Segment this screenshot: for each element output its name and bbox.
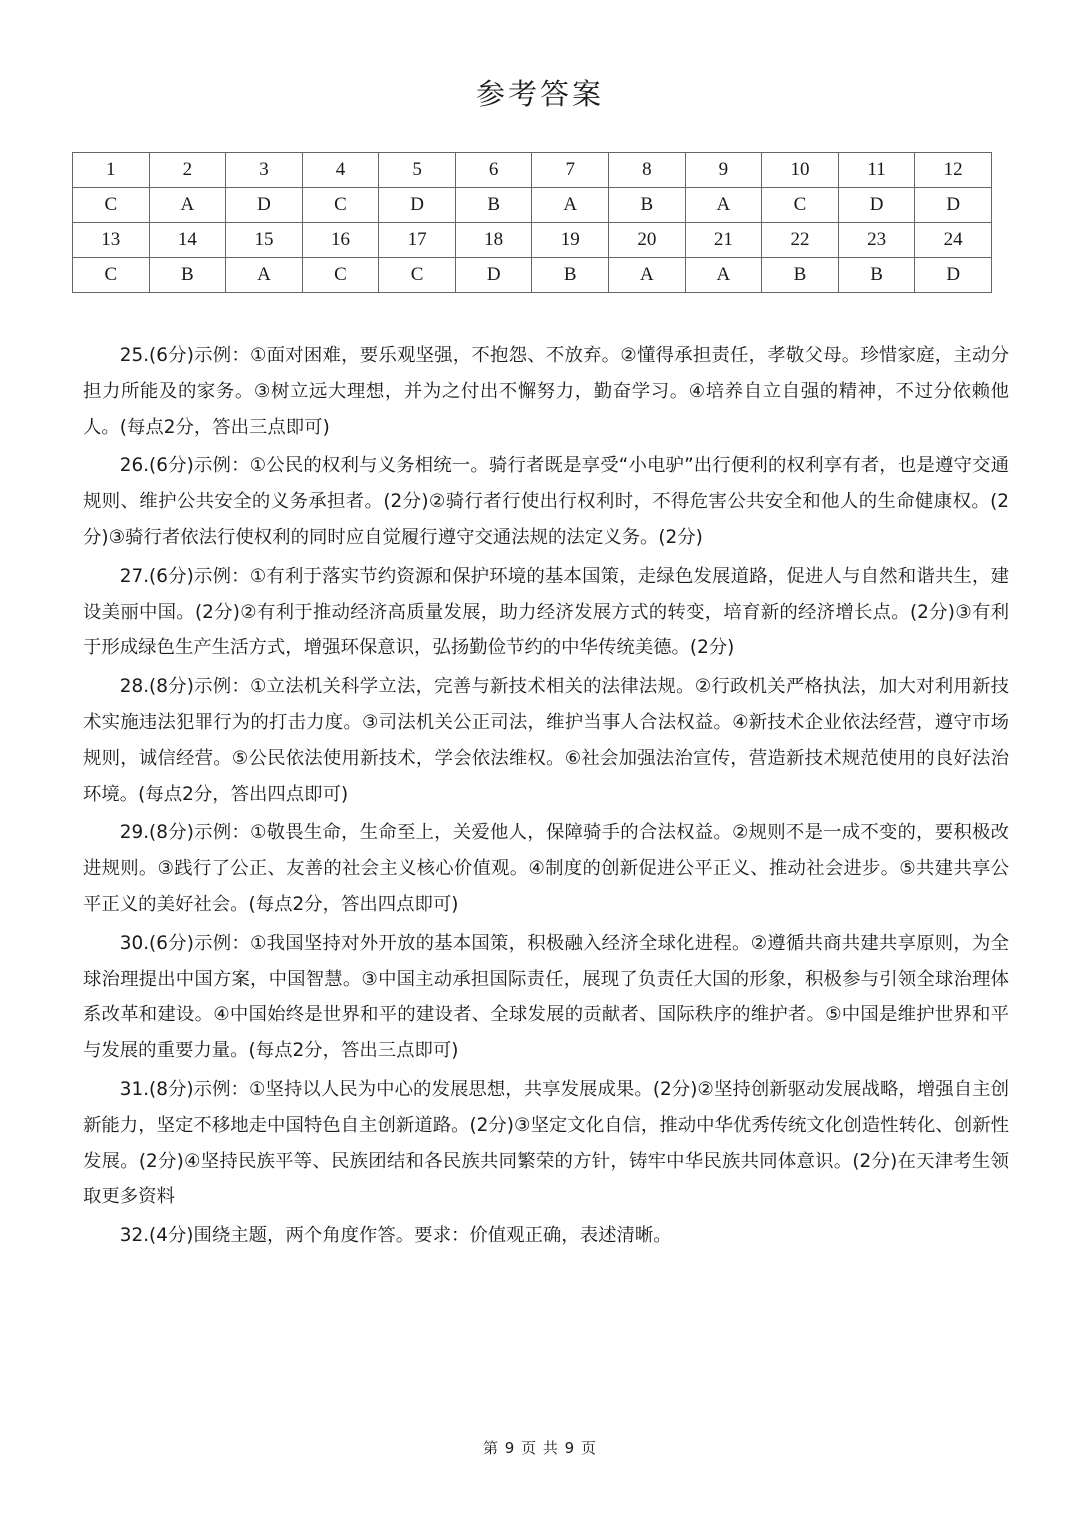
answer-item: 27.(6分)示例：①有利于落实节约资源和保护环境的基本国策，走绿色发展道路，促进人与自然和谐共生，建设美丽中国。(2分)②有利于推动经济高质量发展，助力经济发展方式的转变，培育新的经济增长点。(2分)③有利于形成绿色生产生活方式，增强环保意识，弘扬勤俭节约的中华传统美德。(2分) xyxy=(83,565,1009,659)
table-cell: C xyxy=(73,258,150,293)
table-cell: D xyxy=(455,258,532,293)
table-cell: A xyxy=(685,188,762,223)
table-cell: 15 xyxy=(226,223,303,258)
answer-list xyxy=(83,338,1009,1254)
table-cell: D xyxy=(838,188,915,223)
table-cell: 14 xyxy=(149,223,226,258)
table-cell: 18 xyxy=(455,223,532,258)
table-cell: A xyxy=(149,188,226,223)
question-number-row xyxy=(73,153,992,188)
table-cell: 6 xyxy=(455,153,532,188)
table-cell: 4 xyxy=(302,153,379,188)
table-cell: 10 xyxy=(762,153,839,188)
question-number-row xyxy=(73,223,992,258)
answer-key-table xyxy=(72,152,992,293)
table-cell: D xyxy=(226,188,303,223)
table-cell: 5 xyxy=(379,153,456,188)
table-cell: 24 xyxy=(915,223,992,258)
table-cell: D xyxy=(915,188,992,223)
table-cell: B xyxy=(532,258,609,293)
table-cell: C xyxy=(302,188,379,223)
page-title: 参考答案 xyxy=(475,77,604,111)
table-cell: 7 xyxy=(532,153,609,188)
table-cell: 13 xyxy=(73,223,150,258)
table-cell: 2 xyxy=(149,153,226,188)
answer-item: 28.(8分)示例：①立法机关科学立法，完善与新技术相关的法律法规。②行政机关严格执法，加大对利用新技术实施违法犯罪行为的打击力度。③司法机关公正司法，维护当事人合法权益。④新技术企业依法经营，遵守市场规则，诚信经营。⑤公民依法使用新技术，学会依法维权。⑥社会加强法治宣传，营造新技术规范使用的良好法治环境。(每点2分，答出四点即可) xyxy=(83,676,1009,805)
table-cell: C xyxy=(302,258,379,293)
table-cell: B xyxy=(609,188,686,223)
table-cell: D xyxy=(915,258,992,293)
table-cell: A xyxy=(226,258,303,293)
table-cell: B xyxy=(455,188,532,223)
answer-item: 25.(6分)示例：①面对困难，要乐观坚强，不抱怨、不放弃。②懂得承担责任，孝敬父母。珍惜家庭，主动分担力所能及的家务。③树立远大理想，并为之付出不懈努力，勤奋学习。④培养自立自强的精神，不过分依赖他人。(每点2分，答出三点即可) xyxy=(83,345,1009,438)
table-cell: A xyxy=(532,188,609,223)
table-cell: 20 xyxy=(609,223,686,258)
table-cell: 12 xyxy=(915,153,992,188)
table-cell: 3 xyxy=(226,153,303,188)
table-cell: 17 xyxy=(379,223,456,258)
table-cell: 19 xyxy=(532,223,609,258)
page-footer: 第 9 页 共 9 页 xyxy=(483,1439,597,1457)
table-cell: A xyxy=(685,258,762,293)
table-cell: C xyxy=(73,188,150,223)
table-cell: 23 xyxy=(838,223,915,258)
table-cell: A xyxy=(609,258,686,293)
table-cell: 1 xyxy=(73,153,150,188)
table-cell: 21 xyxy=(685,223,762,258)
answer-row xyxy=(73,188,992,223)
answer-item: 31.(8分)示例：①坚持以人民为中心的发展思想，共享发展成果。(2分)②坚持创新驱动发展战略，增强自主创新能力，坚定不移地走中国特色自主创新道路。(2分)③坚定文化自信，推动中华优秀传统文化创造性转化、创新性发展。(2分)④坚持民族平等、民族团结和各民族共同繁荣的方针，铸牢中华民族共同体意识。(2分)在天津考生领取更多资料 xyxy=(83,1078,1009,1208)
table-cell: 9 xyxy=(685,153,762,188)
table-cell: 22 xyxy=(762,223,839,258)
table-cell: 11 xyxy=(838,153,915,188)
answer-item: 26.(6分)示例：①公民的权利与义务相统一。骑行者既是享受“小电驴”出行便利的权利享有者，也是遵守交通规则、维护公共安全的义务承担者。(2分)②骑行者行使出行权利时，不得危害公共安全和他人的生命健康权。(2分)③骑行者依法行使权利的同时应自觉履行遵守交通法规的法定义务。(2分) xyxy=(83,455,1009,548)
answer-row xyxy=(73,258,992,293)
answer-item: 30.(6分)示例：①我国坚持对外开放的基本国策，积极融入经济全球化进程。②遵循共商共建共享原则，为全球治理提出中国方案，中国智慧。③中国主动承担国际责任，展现了负责任大国的形象，积极参与引领全球治理体系改革和建设。④中国始终是世界和平的建设者、全球发展的贡献者、国际秩序的维护者。⑤中国是维护世界和平与发展的重要力量。(每点2分，答出三点即可) xyxy=(83,932,1009,1062)
table-cell: 8 xyxy=(609,153,686,188)
table-cell: C xyxy=(379,258,456,293)
table-cell: 16 xyxy=(302,223,379,258)
table-cell: D xyxy=(379,188,456,223)
table-cell: B xyxy=(762,258,839,293)
table-cell: B xyxy=(149,258,226,293)
answer-item: 29.(8分)示例：①敬畏生命，生命至上，关爱他人，保障骑手的合法权益。②规则不是一成不变的，要积极改进规则。③践行了公正、友善的社会主义核心价值观。④制度的创新促进公平正义、推动社会进步。⑤共建共享公平正义的美好社会。(每点2分，答出四点即可) xyxy=(83,822,1009,915)
table-cell: B xyxy=(838,258,915,293)
answer-item: 32.(4分)围绕主题，两个角度作答。要求：价值观正确，表述清晰。 xyxy=(119,1225,672,1247)
table-cell: C xyxy=(762,188,839,223)
